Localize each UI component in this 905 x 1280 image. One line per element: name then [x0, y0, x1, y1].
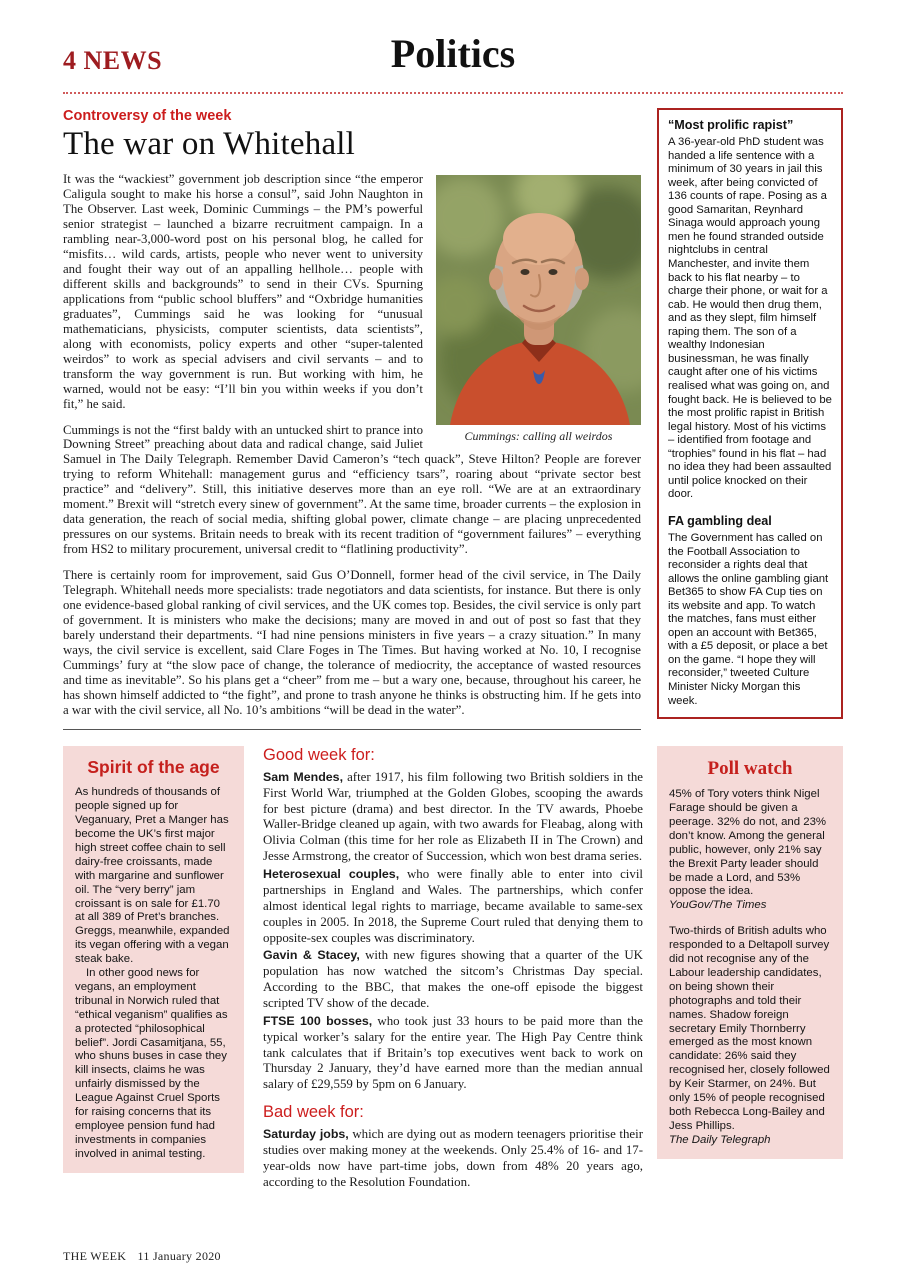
good-week-item-text: who were finally able to enter into civil partnerships in England and Wales. The partnerships, which confer almost identical legal rights to marriage, became available to same-sex couples in 2005. In 2018, the Supreme Court ruled that denying them to opposite-sex couples was discriminatory.: [263, 867, 643, 945]
article-end-rule: [63, 729, 641, 730]
good-bad-week-column: [263, 746, 643, 1193]
footer-brand: THE WEEK: [63, 1249, 127, 1263]
spirit-of-the-age-panel: [63, 746, 244, 1173]
article-photo-figure: [436, 175, 641, 444]
news-item-title: “Most prolific rapist”: [668, 118, 794, 132]
bad-week-item-text: which are dying out as modern teenagers prioritise their studies over making money at the weekends. Only 25.4% of 16- and 17-year-olds now have part-time jobs, down from 48% 20 years ago, according to the Resolution Foundation.: [263, 1127, 643, 1189]
page-title: Politics: [390, 31, 516, 76]
good-week-item-lead: Gavin & Stacey,: [263, 948, 360, 963]
spirit-title: Spirit of the age: [87, 756, 220, 777]
article-paragraph-1: It was the “wackiest” government job description since “the emperor Caligula sought to make his horse a consul”, said John Naughton in The Observer. Last week, Dominic Cummings – the PM’s powerful senior strategist – launched a bizarre recruitment campaign. In a rambling near-3,000-word post on his personal blog, he called for “misfits… wild cards, artists, people who never went to university and fought their way out of an appalling hellhole… people with different skills and backgrounds” to send in their CVs. Spurning applications from “public school bluffers” and “Oxbridge humanities graduates”, Cummings said he was looking for “unusual mathematicians, physicists, computer scientists, data scientists”, along with economists, policy experts and other “super-talented weirdos” to work as special advisers and civil servants – and to transform the way government is run. But working with him, he warned, would not be easy: “I’ll bin you within weeks if you don’t fit,” he said.: [63, 172, 423, 411]
poll-paragraph-2: Two-thirds of British adults who responded to a Deltapoll survey did not recognise any of the Labour leadership candidates, on being shown their photographs and told their names. Shadow foreign secretary Emily Thornberry emerged as the most known candidate: 26% said they recognised her, closely followed by Keir Starmer, on 24%. But only 15% of people recognised both Rebecca Long-Bailey and Jess Phillips.: [669, 925, 830, 1132]
good-week-item-text: who took just 33 hours to be paid more than the typical worker’s salary for the entire year. The High Pay Centre think tank calculates that if Britain’s top executives went back to work on Thursday 2 January, they’d have earned more than the median annual salary of £29,559 by 5pm on 6 January.: [263, 1013, 643, 1092]
news-item-title: FA gambling deal: [668, 513, 772, 528]
poll-source-2: The Daily Telegraph: [669, 1133, 771, 1146]
poll-paragraph-1: 45% of Tory voters think Nigel Farage should be given a peerage. 32% do not, and 23% don’t know. Among the general public, however, only 21% say the Brexit Party leader should be made a Lord, and 53% oppose the idea.: [669, 788, 827, 898]
good-week-item-text: after 1917, his film following two British soldiers in the First World War, triumphed at the Golden Globes, scooping the awards for best picture (drama) and best director. In the TV awards, Phoebe Waller-Bridge cleaned up again, with two awards for Fleabag, along with Olivia Colman (this time for her role as Elizabeth II in The Crown) and Jesse Armstrong, the creator of Succession, which won best drama series.: [263, 769, 643, 864]
dotted-divider: [63, 92, 843, 94]
good-week-item-lead: Sam Mendes,: [263, 769, 344, 784]
good-week-item-ftse-bosses: [263, 1014, 643, 1093]
top-row: [63, 108, 843, 730]
footer-date: 11 January 2020: [137, 1249, 221, 1263]
bad-week-item-lead: Saturday jobs,: [263, 1127, 349, 1142]
photo-caption: Cummings: calling all weirdos: [464, 429, 613, 443]
spirit-paragraph-1: As hundreds of thousands of people signed up for Veganuary, Pret a Manger has become the UK’s first major high street coffee chain to sell dairy-free croissants, made with margarine and sunflower oil. The “very berry” jam croissant is on sale for £1.70 at all 389 of Pret’s branches. Greggs, meanwhile, expanded its vegan offering with a vegan steak bake.: [75, 786, 230, 966]
good-week-item-lead: FTSE 100 bosses,: [263, 1013, 373, 1028]
good-week-heading: Good week for:: [263, 745, 375, 764]
spirit-paragraph-2: In other good news for vegans, an employment tribunal in Norwich ruled that “ethical veganism” qualifies as a protected “philosophical belief”. Jordi Casamitjana, 55, who shuns buses in case they kill insects, claims he was unfairly dismissed by the League Against Cruel Sports for raising concerns that its employee pension fund had investments in companies involved in animal testing.: [75, 967, 228, 1160]
poll-source-1: YouGov/The Times: [669, 899, 767, 912]
cummings-photo: [436, 175, 641, 425]
news-item-body: The Government has called on the Football Association to reconsider a rights deal that allows the online gambling giant Bet365 to show FA Cup ties on its website and app. To watch the matches, fans must either open an account with Bet365, with a £5 deposit, or place a bet on the game. “I hope they will reconsider,” tweeted Culture Minister Nicky Morgan this week.: [668, 531, 829, 707]
good-week-item-lead: Heterosexual couples,: [263, 867, 400, 882]
good-week-item-text: with new figures showing that a quarter of the UK population has now watched the sitcom’s Christmas Day special. According to the BBC, that makes the one-off episode the biggest scripted TV show of the decade.: [263, 948, 643, 1010]
article-headline: The war on Whitehall: [63, 126, 356, 162]
article-kicker: Controversy of the week: [63, 108, 232, 124]
article-paragraph-3: There is certainly room for improvement, said Gus O’Donnell, former head of the civil service, in The Daily Telegraph. Whitehall needs more specialists: trade negotiators and data scientists, for instance. But there is only one evidence-based global ranking of civil services, and the UK comes top. Besides, the civil service is only part of government. It is ministers who make the decisions; many are moved in and out of post so fast that they barely understand their departments. “I had nine pensions ministers in five years – a crazy situation.” In many ways, the civil service is excellent, said Clare Foges in The Times. But having worked at No. 10, I recognise Cummings’ fury at “the slow pace of change, the tolerance of mediocrity, the acceptance of wasted resources and time as inevitable”. So his plans get a “cheer” from me – but a wary one, because, throughout his career, he has shown himself addicted to “the fight”, and prone to trash anyone he thinks is obstructing him. If he gets into a war with the civil service, all No. 10’s ambitions “will be dead in the water”.: [63, 568, 641, 717]
section-label: 4 NEWS: [63, 46, 163, 75]
good-week-item-sam-mendes: [263, 770, 643, 865]
article-paragraph-2: Cummings is not the “first baldy with an untucked shirt to prance into Downing Street” preaching about data and radical change, said Juliet Samuel in The Daily Telegraph. Remember David Cameron’s “tech quack”, Steve Hilton? People are forever trying to reform Whitehall: management gurus and “efficiency tsars”, roaring about “private sector best practice” and “delivery”. Still, this initiative deserves more than an eye roll. “We are at an extraordinary moment.” Brexit will “stretch every sinew of government”. At the same time, broader currents – the explosion in data generation, the reach of social media, shifting global power, climate change – are placing unprecedented pressures on our systems. Britain needs to break with its recent tradition of “government failures” – everything from HS2 to military procurement, universal credit to “flatlining productivity”.: [63, 422, 641, 557]
news-item-fa-gambling: [668, 514, 832, 708]
good-week-item-heterosexual-couples: [263, 867, 643, 946]
news-item-body: A 36-year-old PhD student was handed a life sentence with a minimum of 30 years in jail this week, after being convicted of 136 counts of rape. Posing as a good Samaritan, Reynhard Sinaga would approach young men he found stranded outside nightclubs in central Manchester, and invite them back to his flat nearby – to charge their phone, or wait for a cab. He would then drug them, and as they slept, film himself raping them. The son of a wealthy Indonesian businessman, he was finally caught after one of his victims realised what was going on, and fought back. He is believed to be the most prolific rapist in British legal history. Most of his victims – identified from footage and “trophies” found in his flat – had no idea they had been assaulted until police knocked on their door.: [668, 136, 832, 501]
news-brief-box: [657, 108, 843, 719]
bottom-row: [63, 746, 843, 1193]
poll-watch-panel: [657, 746, 843, 1159]
page-footer-line: [63, 1249, 221, 1264]
bad-week-heading: Bad week for:: [263, 1103, 364, 1122]
bad-week-item-saturday-jobs: [263, 1127, 643, 1190]
news-item-prolific-rapist: [668, 118, 832, 502]
poll-watch-title: Poll watch: [707, 757, 793, 779]
good-week-item-gavin-and-stacey: [263, 948, 643, 1011]
main-article: [63, 108, 641, 730]
page-header: [63, 30, 843, 84]
